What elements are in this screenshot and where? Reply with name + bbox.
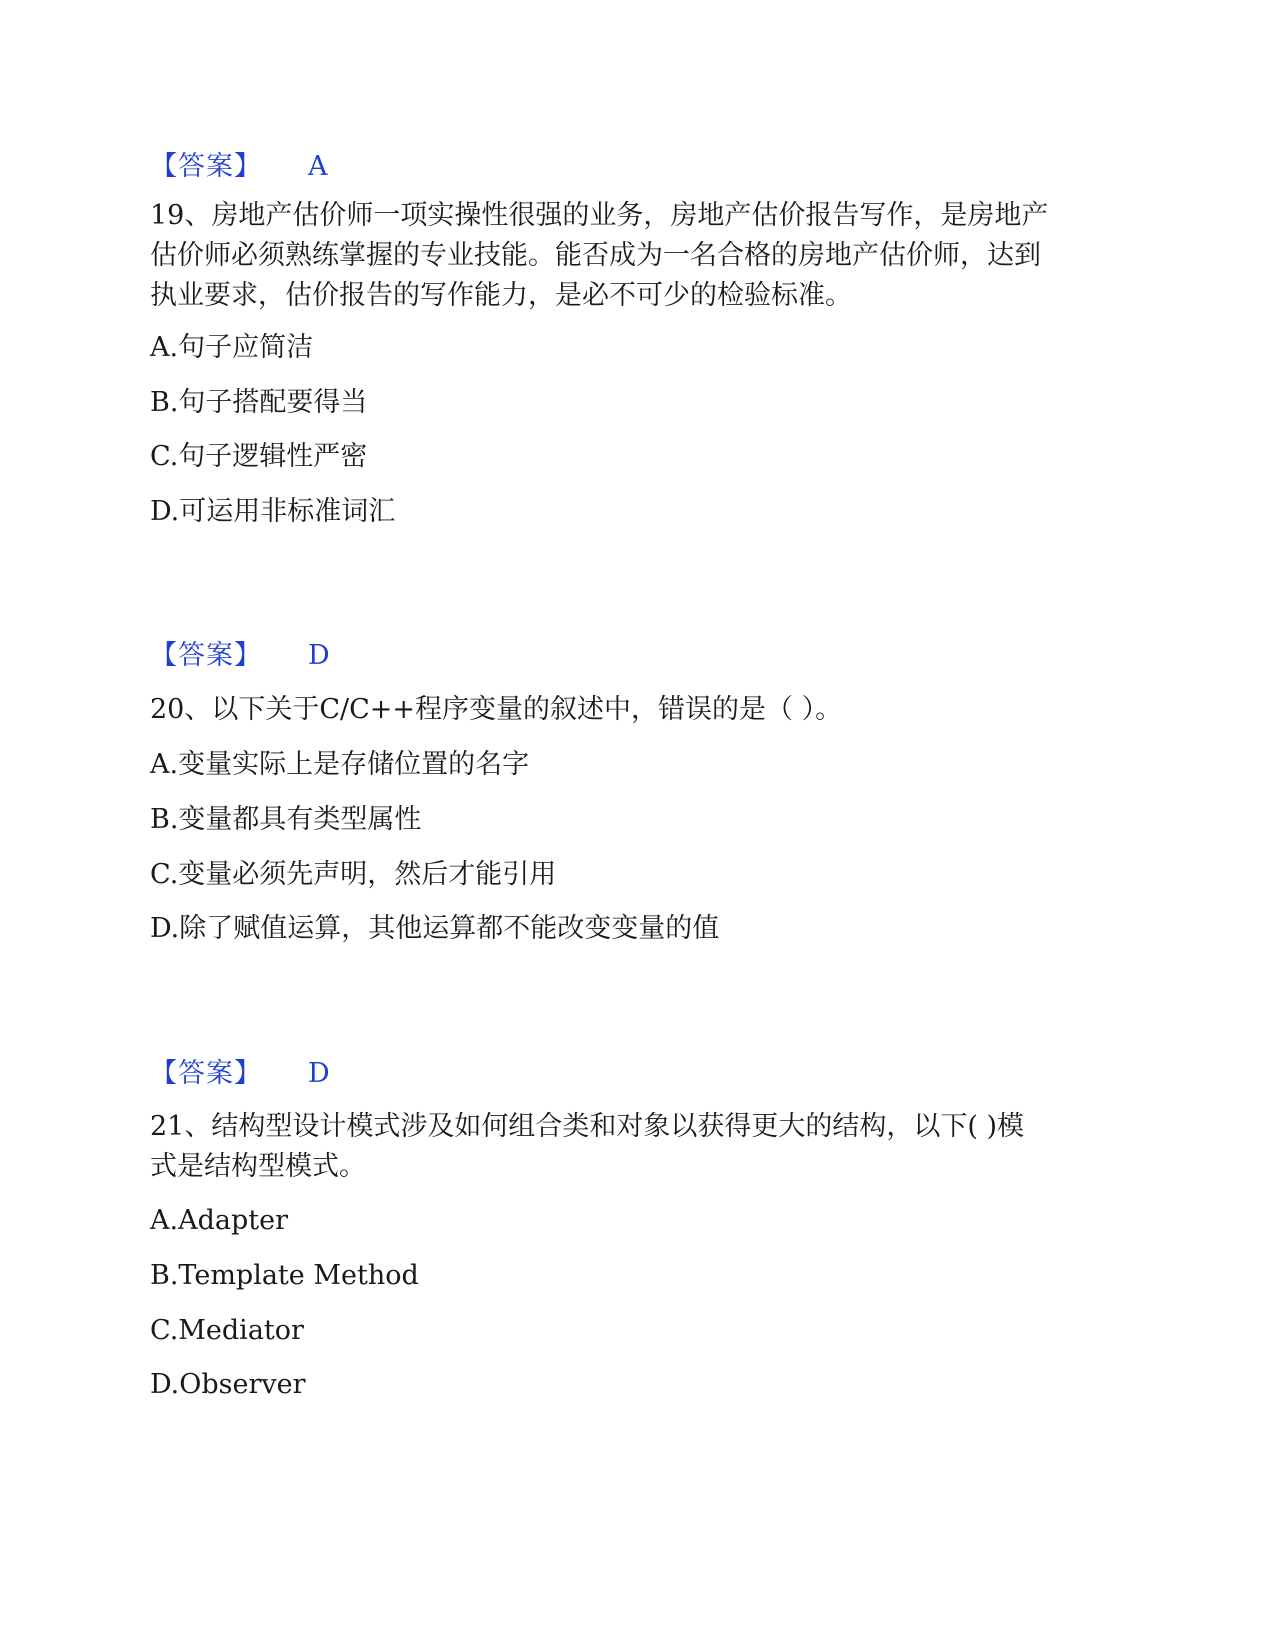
question-20-text [150, 690, 1130, 730]
answer-label: 【答案】 [150, 640, 262, 671]
answer-line-19 [150, 147, 328, 187]
answer-line-20 [150, 636, 330, 676]
question-line: 19、房地产估价师一项实操性很强的业务，房地产估价报告写作，是房地产 [150, 200, 1049, 231]
question-21-text [150, 1107, 1130, 1187]
option-d: D.除了赋值运算，其他运算都不能改变变量的值 [150, 913, 720, 944]
answer-value: D [308, 1058, 330, 1089]
option-b: B.Template Method [150, 1260, 419, 1291]
option-c: C.变量必须先声明，然后才能引用 [150, 859, 557, 890]
answer-label: 【答案】 [150, 1058, 262, 1089]
answer-value: D [308, 640, 330, 671]
option-d: D.可运用非标准词汇 [150, 496, 396, 527]
option-c: C.Mediator [150, 1315, 304, 1346]
option-a: A.变量实际上是存储位置的名字 [150, 749, 530, 780]
option-b: B.变量都具有类型属性 [150, 804, 422, 835]
option-b: B.句子搭配要得当 [150, 387, 368, 418]
option-a: A.句子应简洁 [150, 332, 314, 363]
option-d: D.Observer [150, 1369, 306, 1400]
question-line: 估价师必须熟练掌握的专业技能。能否成为一名合格的房地产估价师，达到 [150, 240, 1041, 271]
question-line: 20、以下关于C/C++程序变量的叙述中，错误的是（ ）。 [150, 694, 843, 725]
question-line: 21、结构型设计模式涉及如何组合类和对象以获得更大的结构，以下( )模 [150, 1111, 1025, 1142]
question-line: 式是结构型模式。 [150, 1151, 366, 1182]
answer-line-21 [150, 1054, 330, 1094]
answer-value: A [308, 151, 328, 182]
option-a: A.Adapter [150, 1205, 288, 1236]
question-19-text [150, 196, 1130, 316]
answer-label: 【答案】 [150, 151, 262, 182]
question-line: 执业要求，估价报告的写作能力，是必不可少的检验标准。 [150, 280, 852, 311]
option-c: C.句子逻辑性严密 [150, 441, 368, 472]
